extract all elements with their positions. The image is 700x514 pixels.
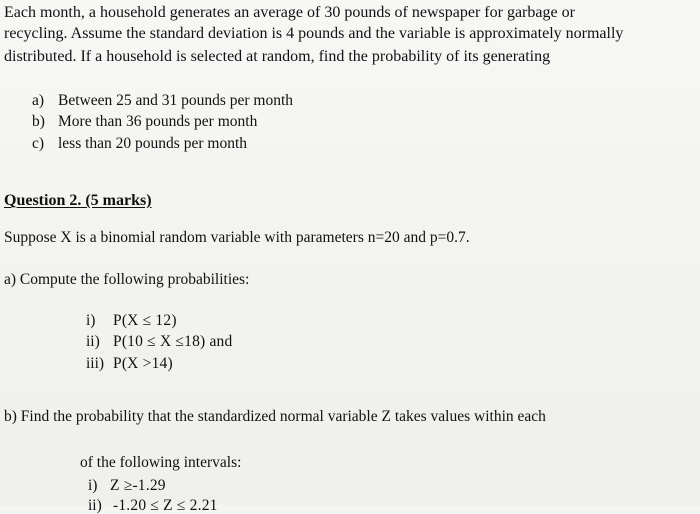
problem1-item-a-label: a) bbox=[32, 92, 45, 109]
part-a-item-i-text: P(X ≤ 12) bbox=[113, 312, 177, 329]
part-b-item-ii-text: -1.20 ≤ Z ≤ 2.21 bbox=[113, 497, 218, 514]
part-b-item-ii-label: ii) bbox=[88, 497, 102, 514]
part-a-label: a) Compute the following probabilities: bbox=[4, 271, 250, 288]
problem1-item-b-label: b) bbox=[32, 113, 45, 130]
part-a-item-iii-label: iii) bbox=[86, 355, 105, 372]
part-a-item-ii-text: P(10 ≤ X ≤18) and bbox=[113, 333, 233, 350]
question2-heading: Question 2. (5 marks) bbox=[4, 192, 152, 209]
part-a-item-i-label: i) bbox=[86, 312, 96, 329]
part-b-line1: b) Find the probability that the standardized normal variable Z takes values within each bbox=[4, 408, 546, 425]
problem1-line3: distributed. If a household is selected at random, find the probability of its generating bbox=[4, 48, 551, 65]
question2-intro: Suppose X is a binomial random variable with parameters n=20 and p=0.7. bbox=[4, 229, 470, 246]
part-b-line2: of the following intervals: bbox=[80, 454, 242, 471]
problem1-line2: recycling. Assume the standard deviation is 4 pounds and the variable is approximately normally bbox=[4, 25, 624, 42]
part-b-item-i-text: Z ≥-1.29 bbox=[110, 477, 166, 494]
part-a-item-iii-text: P(X >14) bbox=[113, 355, 173, 372]
problem1-item-c-label: c) bbox=[32, 135, 45, 152]
problem1-item-b-text: More than 36 pounds per month bbox=[58, 113, 258, 130]
problem1-line1: Each month, a household generates an average of 30 pounds of newspaper for garbage or bbox=[4, 4, 575, 21]
part-a-item-ii-label: ii) bbox=[86, 333, 100, 350]
problem1-item-c-text: less than 20 pounds per month bbox=[58, 135, 247, 152]
part-b-item-i-label: i) bbox=[88, 477, 98, 494]
problem1-item-a-text: Between 25 and 31 pounds per month bbox=[58, 92, 294, 109]
